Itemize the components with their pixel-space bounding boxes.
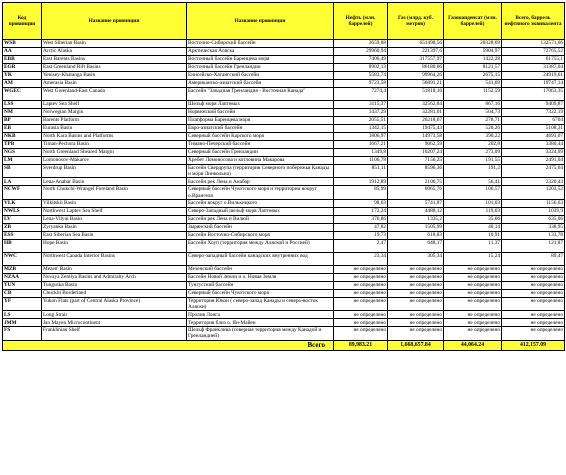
- province-name-ru: Бассейн рек Лена и Анабар: [187, 178, 334, 186]
- condensate-value: 273,09: [444, 149, 502, 157]
- condensate-value: 56,41: [444, 178, 502, 186]
- condensate-value: 390,22: [444, 133, 502, 141]
- province-code: NZAA: [3, 273, 42, 281]
- province-code: SB: [3, 165, 42, 178]
- oil-value: 98,03: [334, 199, 388, 207]
- province-name-ru: Шельф моря Лаптевых: [187, 101, 334, 109]
- table-row: [3, 239, 565, 252]
- gas-value: 9062,59: [388, 141, 444, 149]
- oil-value: 19,73: [334, 231, 388, 239]
- total-value: 24919,61: [502, 72, 565, 80]
- condensate-value: 541,69: [444, 80, 502, 88]
- oil-value: 2,47: [334, 239, 388, 252]
- gas-value: 7156,25: [388, 157, 444, 165]
- table-row: [3, 101, 565, 109]
- gas-value: 32281,01: [388, 109, 444, 117]
- province-name-en: Arctic Alaska: [42, 48, 187, 56]
- oil-value: 1342,15: [334, 125, 388, 133]
- table-row: [3, 289, 565, 297]
- condensate-value: не определено: [444, 281, 502, 289]
- province-name-ru: Зырянский бассейн: [187, 223, 334, 231]
- oil-value: 8902,13: [334, 64, 388, 72]
- province-name-ru: Восточный бассейн Баренцева моря: [187, 56, 334, 64]
- province-name-ru: Тимано-Печерский бассейн: [187, 141, 334, 149]
- condensate-value: 202,8: [444, 141, 502, 149]
- province-name-ru: Евро-азиатский бассейн: [187, 125, 334, 133]
- province-name-ru: Хребет Ломоносова и котловина Макарова: [187, 157, 334, 165]
- province-name-ru: Мезенский бассейн: [187, 265, 334, 273]
- oil-value: 1437,29: [334, 109, 388, 117]
- table-row: [3, 311, 565, 319]
- total-value: не определено: [502, 265, 565, 273]
- condensate-value: 20328,69: [444, 40, 502, 48]
- header-gas: Газ (млрд. куб. метров): [388, 3, 444, 40]
- province-code: AM: [3, 80, 42, 88]
- gas-value: не определено: [388, 297, 444, 310]
- province-name-en: Vilkitskii Basin: [42, 199, 187, 207]
- gas-value: 99964,26: [388, 72, 444, 80]
- condensate-value: 867,16: [444, 101, 502, 109]
- header-condensate: Газоконденсат (млн. баррелей): [444, 3, 502, 40]
- total-value: 31387,04: [502, 64, 565, 72]
- oil-value: не определено: [334, 281, 388, 289]
- table-row: [3, 117, 565, 125]
- province-name-ru: Северный бассейн Чукотского моря и территории вокруг о.Врангеля: [187, 186, 334, 199]
- table-row: [3, 281, 565, 289]
- condensate-value: 11,37: [444, 239, 502, 252]
- total-value: 635,06: [502, 215, 565, 223]
- oil-value: 3115,37: [334, 101, 388, 109]
- oil-value: 3659,88: [334, 40, 388, 48]
- table-row: [3, 273, 565, 281]
- condensate-value: 191,55: [444, 157, 502, 165]
- condensate-value: 520,26: [444, 125, 502, 133]
- oil-value: 5583,74: [334, 72, 388, 80]
- oil-value: 23,34: [334, 252, 388, 265]
- province-code: LS: [3, 311, 42, 319]
- gas-value: 14973,58: [388, 133, 444, 141]
- oil-value: 7274,4: [334, 88, 388, 101]
- gas-value: 651498,56: [388, 40, 444, 48]
- total-value: 9409,87: [502, 101, 565, 109]
- table-row: [3, 157, 565, 165]
- gas-value: 221397,6: [388, 48, 444, 56]
- gas-value: 56891,21: [388, 80, 444, 88]
- province-code: HB: [3, 239, 42, 252]
- totals-gas: 1,668,657.84: [388, 340, 444, 350]
- total-value: 1039,9: [502, 207, 565, 215]
- totals-row: [3, 340, 565, 350]
- total-value: 6704: [502, 117, 565, 125]
- province-name-ru: Северо-западный бассейн канадских внутренних вод: [187, 252, 334, 265]
- total-value: не определено: [502, 311, 565, 319]
- table-row: [3, 252, 565, 265]
- oil-value: 1349,8: [334, 149, 388, 157]
- table-row: [3, 297, 565, 310]
- totals-total: 412,157.09: [502, 340, 565, 350]
- gas-value: 618,83: [388, 231, 444, 239]
- oil-value: 1912,89: [334, 178, 388, 186]
- table-row: [3, 72, 565, 80]
- province-code: EGR: [3, 64, 42, 72]
- condensate-value: 278,71: [444, 117, 502, 125]
- province-name-en: Norwegian Margin: [42, 109, 187, 117]
- province-name-en: Barents Platform: [42, 117, 187, 125]
- province-name-en: Franklinian Shelf: [42, 327, 187, 340]
- province-name-ru: Шельф Франклина (северная территория между Канадой и Гренландией): [187, 327, 334, 340]
- condensate-value: 101,63: [444, 199, 502, 207]
- oil-value: 85,99: [334, 186, 388, 199]
- total-value: 17063,35: [502, 88, 565, 101]
- province-name-en: Long Strait: [42, 311, 187, 319]
- condensate-value: не определено: [444, 265, 502, 273]
- province-code: ZB: [3, 223, 42, 231]
- oil-value: не определено: [334, 297, 388, 310]
- province-name-en: Jan Mayen Microcontinent: [42, 319, 187, 327]
- total-value: 19747,14: [502, 80, 565, 88]
- condensate-value: не определено: [444, 327, 502, 340]
- province-code: ESS: [3, 231, 42, 239]
- gas-value: 2106,75: [388, 178, 444, 186]
- gas-value: не определено: [388, 281, 444, 289]
- province-name-ru: Пролив Лонга: [187, 311, 334, 319]
- gas-value: не определено: [388, 319, 444, 327]
- province-name-en: Zyryanka Basin: [42, 223, 187, 231]
- totals-oil: 89,983.21: [334, 340, 388, 350]
- province-name-en: East Greenland Rift Basins: [42, 64, 187, 72]
- gas-value: 51818,16: [388, 88, 444, 101]
- province-name-en: East Siberian Sea Basin: [42, 231, 187, 239]
- table-row: [3, 207, 565, 215]
- total-value: 133,78: [502, 231, 565, 239]
- province-code: LV: [3, 215, 42, 223]
- province-name-en: Northwest Laptev Sea Shelf: [42, 207, 187, 215]
- province-name-en: Chuckhi Borderland: [42, 289, 187, 297]
- total-value: не определено: [502, 297, 565, 310]
- condensate-value: не определено: [444, 289, 502, 297]
- gas-value: 32562,84: [388, 101, 444, 109]
- table-row: [3, 178, 565, 186]
- province-name-en: Lena-Vilyui Basin: [42, 215, 187, 223]
- total-value: 132571,66: [502, 40, 565, 48]
- province-name-ru: Бассейн Новой Земли и о. Новая Земля: [187, 273, 334, 281]
- table-row: [3, 215, 565, 223]
- total-value: 2491,04: [502, 157, 565, 165]
- table-row: [3, 56, 565, 64]
- table-row: [3, 199, 565, 207]
- gas-value: не определено: [388, 311, 444, 319]
- gas-value: 26218,67: [388, 117, 444, 125]
- total-value: 89,47: [502, 252, 565, 265]
- gas-value: не определено: [388, 265, 444, 273]
- province-code: NM: [3, 109, 42, 117]
- total-value: 4693,07: [502, 133, 565, 141]
- province-name-en: West Siberian Basin: [42, 40, 187, 48]
- condensate-value: не определено: [444, 319, 502, 327]
- province-name-en: East Barents Basins: [42, 56, 187, 64]
- oil-value: не определено: [334, 265, 388, 273]
- oil-value: 851,11: [334, 165, 388, 178]
- province-code: BP: [3, 117, 42, 125]
- total-value: 2475,04: [502, 165, 565, 178]
- header-name-en: Название провинции: [42, 3, 187, 40]
- gas-value: 4488,12: [388, 207, 444, 215]
- province-name-ru: Северо-Западный шельф моря Лаптевых: [187, 207, 334, 215]
- province-code: LM: [3, 157, 42, 165]
- table-row: [3, 109, 565, 117]
- table-row: [3, 88, 565, 101]
- gas-value: не определено: [388, 289, 444, 297]
- condensate-value: 2675,15: [444, 72, 502, 80]
- province-name-ru: Восточный бассейн Гренландии: [187, 64, 334, 72]
- condensate-value: 106,57: [444, 186, 502, 199]
- condensate-value: 504,73: [444, 109, 502, 117]
- province-code: MZB: [3, 265, 42, 273]
- province-code: EB: [3, 125, 42, 133]
- condensate-value: 8121,57: [444, 64, 502, 72]
- oil-value: не определено: [334, 273, 388, 281]
- oil-value: 1806,97: [334, 133, 388, 141]
- province-name-en: Novaya Zemlya Basins and Admiralty Arch: [42, 273, 187, 281]
- gas-value: 8596,36: [388, 165, 444, 178]
- total-value: 61755,1: [502, 56, 565, 64]
- gas-value: не определено: [388, 273, 444, 281]
- province-code: WGEC: [3, 88, 42, 101]
- oil-value: 1106,78: [334, 157, 388, 165]
- province-name-ru: Северный бассейн Гренландии: [187, 149, 334, 157]
- condensate-value: 1422,28: [444, 56, 502, 64]
- condensate-value: 119,63: [444, 207, 502, 215]
- province-name-en: Yenisey-Khatanga Basin: [42, 72, 187, 80]
- province-code: TPB: [3, 141, 42, 149]
- province-name-ru: Территория Юкон ( северо-запад Канады и северо-восток Аляски): [187, 297, 334, 310]
- province-name-ru: Арктическая Аляска: [187, 48, 334, 56]
- province-name-ru: Бассейн вокруг о.Вилькицкого: [187, 199, 334, 207]
- province-code: TUN: [3, 281, 42, 289]
- gas-value: 5741,87: [388, 199, 444, 207]
- province-code: NCWF: [3, 186, 42, 199]
- province-name-en: Hope Basin: [42, 239, 187, 252]
- province-code: AA: [3, 48, 42, 56]
- province-name-en: Timan-Pechora Basin: [42, 141, 187, 149]
- table-row: [3, 64, 565, 72]
- table-row: [3, 265, 565, 273]
- totals-condensate: 44,064.24: [444, 340, 502, 350]
- condensate-value: 5904,97: [444, 48, 502, 56]
- gas-value: не определено: [388, 327, 444, 340]
- total-value: 1156,63: [502, 199, 565, 207]
- table-row: [3, 125, 565, 133]
- province-name-ru: Платформа Баренцева моря: [187, 117, 334, 125]
- province-name-ru: Северный бассейн Карского моря: [187, 133, 334, 141]
- gas-value: 19475,43: [388, 125, 444, 133]
- total-value: 3380,44: [502, 141, 565, 149]
- total-value: 72765,52: [502, 48, 565, 56]
- province-name-ru: Енисейско-Хатангский бассейн: [187, 72, 334, 80]
- province-code: LA: [3, 178, 42, 186]
- total-value: не определено: [502, 281, 565, 289]
- province-name-en: Tunguska Basin: [42, 281, 187, 289]
- total-value: 338,95: [502, 223, 565, 231]
- province-name-en: Sverdrup Basin: [42, 165, 187, 178]
- province-name-en: Mezen' Basin: [42, 265, 187, 273]
- table-row: [3, 319, 565, 327]
- province-name-en: Northwest Canada Interior Basins: [42, 252, 187, 265]
- total-value: не определено: [502, 319, 565, 327]
- gas-value: 317557,97: [388, 56, 444, 64]
- gas-value: 6065,76: [388, 186, 444, 199]
- total-value: 3324,09: [502, 149, 565, 157]
- condensate-value: не определено: [444, 297, 502, 310]
- oil-value: не определено: [334, 311, 388, 319]
- province-name-en: Amerasia Basin: [42, 80, 187, 88]
- province-name-ru: Американско-азиатский бассейн: [187, 80, 334, 88]
- header-code: Код провинции: [3, 3, 42, 40]
- oil-value: 47,82: [334, 223, 388, 231]
- condensate-value: 35,66: [444, 215, 502, 223]
- province-name-ru: Бассейн Восточно-Сибирского моря: [187, 231, 334, 239]
- province-name-ru: Бассейн Хоуп (территория между Аляской и Россией): [187, 239, 334, 252]
- total-value: не определено: [502, 327, 565, 340]
- province-name-ru: Восточно-Сибирский бассейн: [187, 40, 334, 48]
- oil-value: 9723,58: [334, 80, 388, 88]
- province-name-en: North Kara Basins and Platforms: [42, 133, 187, 141]
- province-resources-table: [2, 2, 565, 351]
- table-row: [3, 141, 565, 149]
- province-name-en: Yukon Flats (part of Central Alaska Province): [42, 297, 187, 310]
- gas-value: 1505,99: [388, 223, 444, 231]
- oil-value: 1667,21: [334, 141, 388, 149]
- gas-value: 10207,24: [388, 149, 444, 157]
- province-code: CB: [3, 289, 42, 297]
- condensate-value: 15,24: [444, 252, 502, 265]
- table-row: [3, 80, 565, 88]
- total-value: 7322,19: [502, 109, 565, 117]
- table-row: [3, 327, 565, 340]
- condensate-value: 40,14: [444, 223, 502, 231]
- province-code: EBB: [3, 56, 42, 64]
- oil-value: 2055,51: [334, 117, 388, 125]
- province-name-ru: Северный бассейн Чукотского моря: [187, 289, 334, 297]
- header-total: Всего, баррель нефтяного эквивалента: [502, 3, 565, 40]
- province-code: JMM: [3, 319, 42, 327]
- header-row: [3, 3, 565, 40]
- province-name-ru: Бассейн рек Лена и Вилюй: [187, 215, 334, 223]
- table-row: [3, 48, 565, 56]
- province-code: VLK: [3, 199, 42, 207]
- total-value: 5108,31: [502, 125, 565, 133]
- province-name-ru: Бассейн Свердрупа (территория Северного побережья Канады и моря Линкольна): [187, 165, 334, 178]
- oil-value: не определено: [334, 289, 388, 297]
- table-body: [3, 40, 565, 341]
- condensate-value: 10,91: [444, 231, 502, 239]
- total-value: 121,87: [502, 239, 565, 252]
- province-code: NWC: [3, 252, 42, 265]
- total-value: не определено: [502, 289, 565, 297]
- oil-value: 172,24: [334, 207, 388, 215]
- province-name-ru: Тунгусский бассейн: [187, 281, 334, 289]
- condensate-value: не определено: [444, 273, 502, 281]
- gas-value: 86180,06: [388, 64, 444, 72]
- table-row: [3, 133, 565, 141]
- header-oil: Нефть (млн. баррелей): [334, 3, 388, 40]
- total-value: 1203,52: [502, 186, 565, 199]
- condensate-value: не определено: [444, 311, 502, 319]
- province-name-en: Laptev Sea Shelf: [42, 101, 187, 109]
- condensate-value: 1152,59: [444, 88, 502, 101]
- table-row: [3, 165, 565, 178]
- table-row: [3, 149, 565, 157]
- province-name-en: North Greenland Sheared Margin: [42, 149, 187, 157]
- condensate-value: 191,2: [444, 165, 502, 178]
- table-row: [3, 186, 565, 199]
- province-code: NKB: [3, 133, 42, 141]
- oil-value: 376,86: [334, 215, 388, 223]
- gas-value: 648,17: [388, 239, 444, 252]
- oil-value: не определено: [334, 319, 388, 327]
- oil-value: не определено: [334, 327, 388, 340]
- province-code: LSS: [3, 101, 42, 109]
- province-name-en: Lomonosov-Makarov: [42, 157, 187, 165]
- province-code: YK: [3, 72, 42, 80]
- total-value: 2320,43: [502, 178, 565, 186]
- gas-value: 305,34: [388, 252, 444, 265]
- province-name-en: North Chukchi-Wrangel Foreland Basin: [42, 186, 187, 199]
- province-code: NGS: [3, 149, 42, 157]
- province-name-en: West Greenland-East Canada: [42, 88, 187, 101]
- province-name-en: Lena-Anabar Basin: [42, 178, 187, 186]
- header-name-ru: Название провинции: [187, 3, 334, 40]
- oil-value: 7406,49: [334, 56, 388, 64]
- table-row: [3, 223, 565, 231]
- province-code: FS: [3, 327, 42, 340]
- totals-label: Всего: [3, 340, 334, 350]
- province-name-ru: Бассейн "Западная Гренландия - Восточная Канада": [187, 88, 334, 101]
- province-code: YF: [3, 297, 42, 310]
- oil-value: 29960,94: [334, 48, 388, 56]
- province-name-ru: Норвежский бассейн: [187, 109, 334, 117]
- province-code: NWLS: [3, 207, 42, 215]
- province-name-en: Eurasia Basin: [42, 125, 187, 133]
- table-row: [3, 231, 565, 239]
- province-code: WSB: [3, 40, 42, 48]
- total-value: не определено: [502, 273, 565, 281]
- gas-value: 1335,2: [388, 215, 444, 223]
- province-name-ru: Территория близ о. Ян-Майен: [187, 319, 334, 327]
- table-row: [3, 40, 565, 48]
